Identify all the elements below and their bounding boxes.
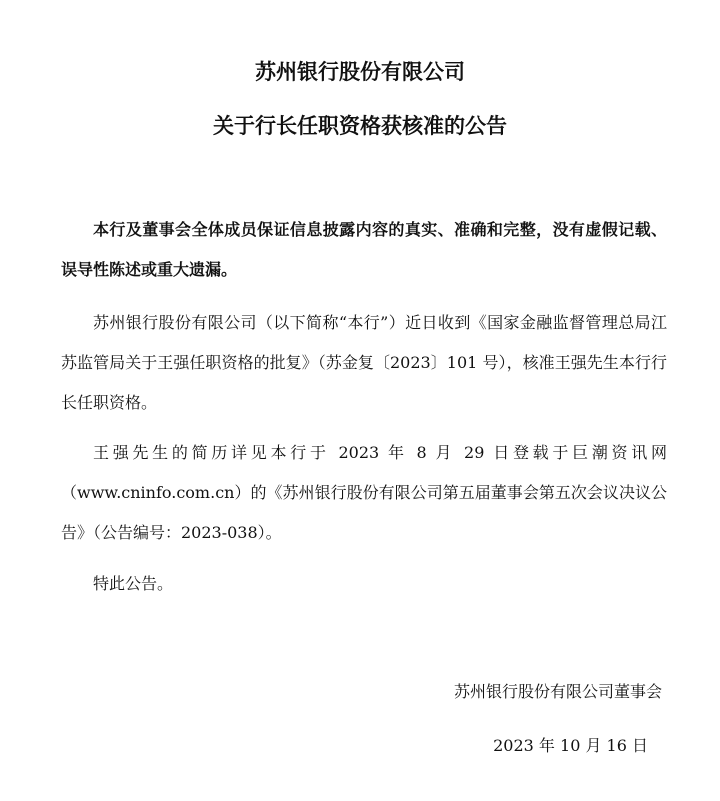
- document-subtitle: 关于行长任职资格获核准的公告: [213, 114, 507, 138]
- resume-paragraph: 王强先生的简历详见本行于 2023 年 8 月 29 日登载于巨潮资讯网（www.cninfo.com.cn）的《苏州银行股份有限公司第五届董事会第五次会议决议公告》（公告编号：2023-038）。: [61, 443, 667, 542]
- issuer-signature: 苏州银行股份有限公司董事会: [453, 682, 662, 701]
- document-title: 苏州银行股份有限公司: [255, 60, 465, 84]
- approval-paragraph: 苏州银行股份有限公司（以下简称“本行”）近日收到《国家金融监督管理总局江苏监管局关于王强任职资格的批复》（苏金复〔2023〕101 号），核准王强先生本行行长任职资格。: [61, 313, 667, 412]
- disclosure-statement: 本行及董事会全体成员保证信息披露内容的真实、准确和完整，没有虚假记载、误导性陈述或重大遗漏。: [61, 220, 667, 279]
- closing-paragraph: 特此公告。: [93, 574, 174, 593]
- announcement-date: 2023 年 10 月 16 日: [493, 736, 648, 755]
